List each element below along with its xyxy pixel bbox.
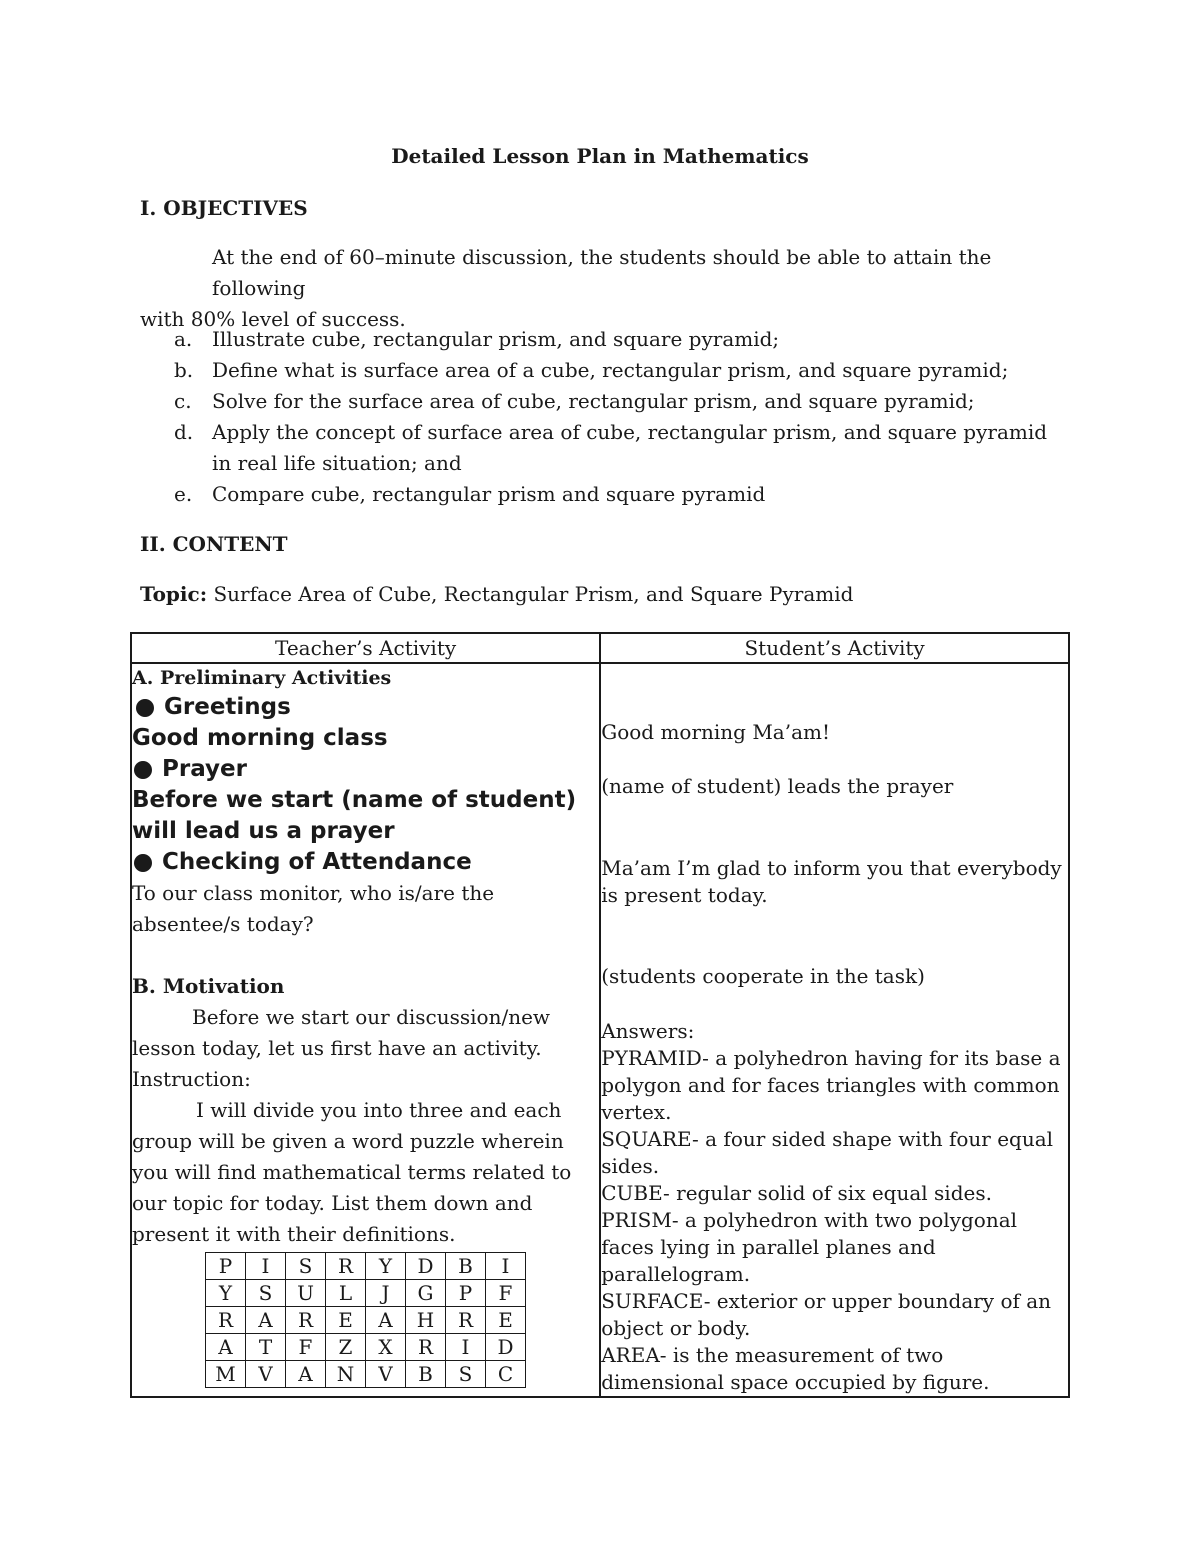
student-activity-header: Student’s Activity — [600, 633, 1069, 663]
list-item-letter: c. — [174, 389, 192, 413]
puzzle-cell: A — [286, 1361, 326, 1388]
puzzle-cell: L — [326, 1280, 366, 1307]
attendance-label: Checking of Attendance — [162, 849, 472, 875]
puzzle-cell: E — [486, 1307, 526, 1334]
list-item-text: Solve for the surface area of cube, rectangular prism, and square pyramid; — [212, 389, 975, 413]
puzzle-cell: N — [326, 1361, 366, 1388]
puzzle-cell: B — [446, 1253, 486, 1280]
puzzle-cell: P — [446, 1280, 486, 1307]
puzzle-cell: A — [366, 1307, 406, 1334]
topic-value: Surface Area of Cube, Rectangular Prism, and Square Pyramid — [213, 582, 854, 606]
puzzle-cell: I — [486, 1253, 526, 1280]
prayer-line2: will lead us a prayer — [132, 818, 395, 844]
prayer-line1: Before we start (name of student) — [132, 787, 577, 813]
prayer-label: Prayer — [162, 756, 247, 782]
puzzle-cell: D — [486, 1334, 526, 1361]
list-item-letter: e. — [174, 482, 193, 506]
puzzle-cell: U — [286, 1280, 326, 1307]
objectives-intro — [140, 242, 1040, 335]
topic-line — [140, 582, 853, 606]
instruction-label: Instruction: — [132, 1067, 251, 1091]
activity-table — [130, 632, 1070, 1398]
puzzle-cell: Z — [326, 1334, 366, 1361]
list-item-text: Apply the concept of surface area of cube, rectangular prism, and square pyramid in real life situation; and — [212, 420, 1048, 475]
list-item — [140, 355, 1060, 386]
answer-item: PRISM- a polyhedron with two polygonal faces lying in parallel planes and parallelogram. — [601, 1208, 1018, 1286]
bullet-icon — [134, 761, 152, 779]
cooperate-note: (students cooperate in the task) — [601, 964, 925, 988]
instruction-text: I will divide you into three and each group will be given a word puzzle wherein you will find mathematical terms related to our topic for today. List them down and present it with their definitions. — [132, 1098, 572, 1246]
puzzle-cell: P — [206, 1253, 246, 1280]
content-heading: II. CONTENT — [140, 532, 288, 556]
puzzle-cell: C — [486, 1361, 526, 1388]
list-item-letter: a. — [174, 327, 193, 351]
puzzle-cell: H — [406, 1307, 446, 1334]
puzzle-cell: D — [406, 1253, 446, 1280]
list-item-text: Compare cube, rectangular prism and square pyramid — [212, 482, 766, 506]
word-puzzle-grid — [205, 1252, 526, 1388]
list-item — [140, 479, 1060, 510]
puzzle-cell: Y — [366, 1253, 406, 1280]
objectives-list — [140, 324, 1060, 510]
answer-item: PYRAMID- a polyhedron having for its base a polygon and for faces triangles with common vertex. — [601, 1046, 1061, 1124]
greet-line: Good morning class — [132, 725, 388, 751]
objectives-heading: I. OBJECTIVES — [140, 196, 308, 220]
answer-item: SURFACE- exterior or upper boundary of an object or body. — [601, 1289, 1052, 1340]
list-item-text: Define what is surface area of a cube, rectangular prism, and square pyramid; — [212, 358, 1009, 382]
puzzle-row — [206, 1307, 526, 1334]
puzzle-cell: I — [246, 1253, 286, 1280]
teacher-activity-header: Teacher’s Activity — [131, 633, 600, 663]
list-item — [140, 417, 1060, 479]
puzzle-cell: R — [286, 1307, 326, 1334]
greetings-bullet — [132, 692, 599, 723]
greetings-label: Greetings — [164, 694, 291, 720]
puzzle-cell: F — [486, 1280, 526, 1307]
puzzle-cell: A — [206, 1334, 246, 1361]
motivation-heading: B. Motivation — [132, 974, 285, 998]
bullet-icon — [134, 854, 152, 872]
answer-item: SQUARE- a four sided shape with four equal sides. — [601, 1127, 1054, 1178]
objectives-intro-line1: At the end of 60–minute discussion, the students should be able to attain the following — [212, 245, 992, 300]
list-item-letter: b. — [174, 358, 194, 382]
puzzle-cell: B — [406, 1361, 446, 1388]
puzzle-row — [206, 1361, 526, 1388]
list-item — [140, 324, 1060, 355]
objectives-intro-line2: with 80% level of success. — [140, 307, 406, 331]
puzzle-cell: E — [326, 1307, 366, 1334]
puzzle-cell: G — [406, 1280, 446, 1307]
bullet-icon — [136, 699, 154, 717]
puzzle-cell: M — [206, 1361, 246, 1388]
puzzle-cell: R — [406, 1334, 446, 1361]
answer-item: AREA- is the measurement of two dimensional space occupied by figure. — [601, 1343, 990, 1394]
puzzle-cell: Y — [206, 1280, 246, 1307]
attendance-reply: Ma’am I’m glad to inform you that everybody is present today. — [601, 856, 1062, 907]
puzzle-row — [206, 1334, 526, 1361]
list-item-letter: d. — [174, 420, 194, 444]
teacher-activity-cell — [131, 663, 600, 1397]
puzzle-cell: V — [366, 1361, 406, 1388]
puzzle-cell: T — [246, 1334, 286, 1361]
attendance-bullet — [132, 847, 599, 878]
puzzle-cell: F — [286, 1334, 326, 1361]
puzzle-cell: J — [366, 1280, 406, 1307]
puzzle-row — [206, 1253, 526, 1280]
puzzle-cell: A — [246, 1307, 286, 1334]
puzzle-cell: V — [246, 1361, 286, 1388]
puzzle-cell: R — [446, 1307, 486, 1334]
preliminary-heading: A. Preliminary Activities — [132, 667, 392, 689]
table-header-row — [131, 633, 1069, 663]
greet-reply: Good morning Ma’am! — [601, 720, 831, 744]
attendance-line: To our class monitor, who is/are the absentee/s today? — [132, 881, 495, 936]
puzzle-row — [206, 1280, 526, 1307]
topic-label: Topic: — [140, 582, 208, 606]
answers-label: Answers: — [601, 1019, 695, 1043]
puzzle-cell: S — [286, 1253, 326, 1280]
puzzle-cell: R — [206, 1307, 246, 1334]
motivation-text: Before we start our discussion/new lesson today, let us first have an activity. — [132, 1005, 551, 1060]
prayer-bullet — [132, 754, 599, 785]
puzzle-cell: X — [366, 1334, 406, 1361]
document-title: Detailed Lesson Plan in Mathematics — [391, 144, 809, 168]
puzzle-cell: I — [446, 1334, 486, 1361]
student-activity-cell — [600, 663, 1069, 1397]
puzzle-cell: R — [326, 1253, 366, 1280]
list-item — [140, 386, 1060, 417]
prayer-reply: (name of student) leads the prayer — [601, 774, 954, 798]
answer-item: CUBE- regular solid of six equal sides. — [601, 1181, 992, 1205]
list-item-text: Illustrate cube, rectangular prism, and square pyramid; — [212, 327, 780, 351]
puzzle-cell: S — [446, 1361, 486, 1388]
puzzle-cell: S — [246, 1280, 286, 1307]
table-row — [131, 663, 1069, 1397]
